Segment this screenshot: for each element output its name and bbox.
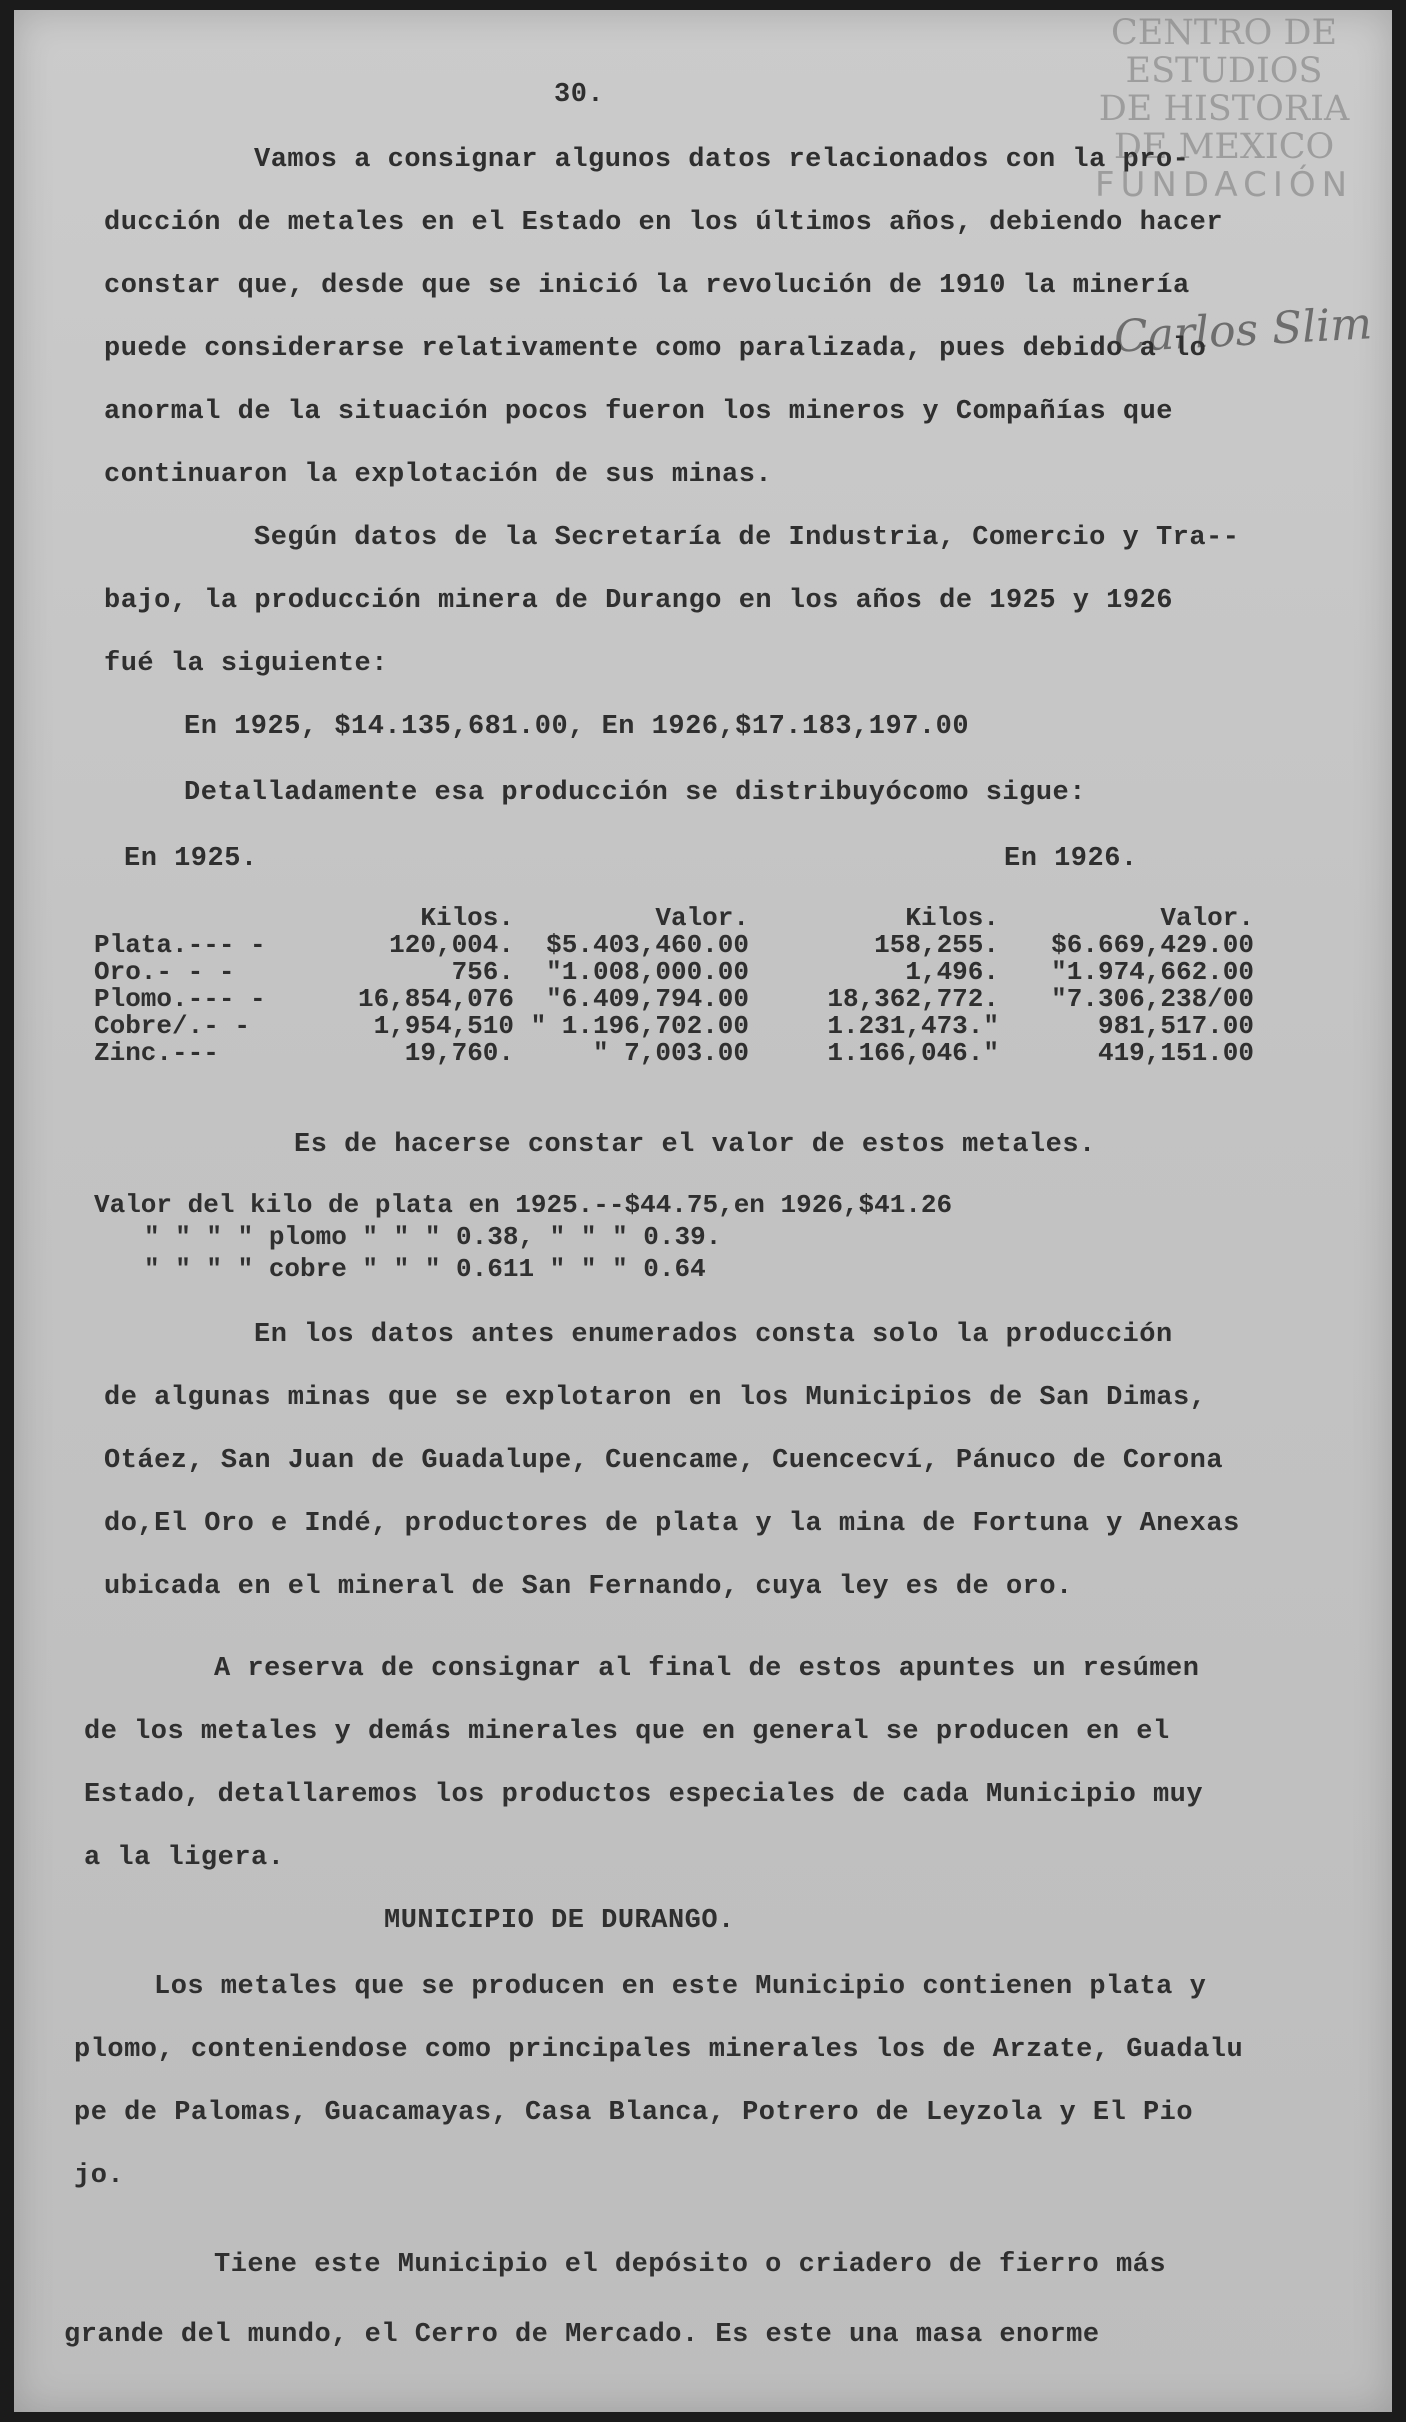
text-line: puede considerarse relativamente como paralizada, pues debido a lo: [104, 334, 1207, 364]
table-cell: " 1.196,702.00: [530, 1011, 749, 1041]
values-intro: Es de hacerse constar el valor de estos metales.: [294, 1130, 1096, 1160]
table-row: [94, 1011, 1254, 1041]
table-header-row: [94, 903, 1254, 933]
table-cell: 16,854,076: [357, 984, 514, 1014]
document-page: [14, 10, 1392, 2412]
table-cell: 981,517.00: [1097, 1011, 1254, 1041]
text-line: constar que, desde que se inició la revolución de 1910 la minería: [104, 271, 1190, 301]
text-line: Vamos a consignar algunos datos relacionados con la pro-: [254, 145, 1190, 175]
section-heading: MUNICIPIO DE DURANGO.: [384, 1906, 735, 1936]
table-cell: 120,004.: [389, 930, 514, 960]
watermark-signature: Carlos Slim: [1112, 298, 1374, 363]
table-cell: Plata.--- -: [94, 930, 266, 960]
unit-value-line: " " " " cobre " " " 0.611 " " " 0.64: [144, 1254, 706, 1284]
table-cell: 158,255.: [874, 930, 999, 960]
text-line: grande del mundo, el Cerro de Mercado. Es este una masa enorme: [64, 2320, 1100, 2350]
table-row: [94, 957, 1254, 987]
watermark-line: DE HISTORIA: [1098, 89, 1350, 129]
table-cell: "1.974,662.00: [1051, 957, 1254, 987]
production-totals: En 1925, $14.135,681.00, En 1926,$17.183,197.00: [184, 712, 970, 742]
table-cell: 419,151.00: [1097, 1038, 1254, 1068]
table-cell: "7.306,238/00: [1051, 984, 1254, 1014]
table-header: Kilos.: [420, 903, 514, 933]
text-line: ducción de metales en el Estado en los últimos años, debiendo hacer: [104, 208, 1224, 238]
text-line: Estado, detallaremos los productos especiales de cada Municipio muy: [84, 1780, 1204, 1810]
text-line: ubicada en el mineral de San Fernando, cuya ley es de oro.: [104, 1572, 1073, 1602]
unit-value-line: Valor del kilo de plata en 1925.--$44.75,en 1926,$41.26: [94, 1190, 953, 1220]
table-cell: 1.231,473.": [827, 1011, 999, 1041]
watermark-line: DE MEXICO: [1113, 127, 1335, 167]
table-header: Kilos.: [905, 903, 999, 933]
page-number: 30.: [554, 80, 605, 110]
text-line: do,El Oro e Indé, productores de plata y la mina de Fortuna y Anexas: [104, 1509, 1240, 1539]
text-line: A reserva de consignar al final de estos apuntes un resúmen: [214, 1654, 1200, 1684]
unit-value-line: " " " " plomo " " " 0.38, " " " 0.39.: [144, 1222, 722, 1252]
table-row: [94, 984, 1254, 1014]
text-line: a la ligera.: [84, 1843, 285, 1873]
archive-watermark: [1074, 14, 1374, 204]
table-cell: Plomo.--- -: [94, 984, 266, 1014]
text-line: anormal de la situación pocos fueron los mineros y Compañías que: [104, 397, 1173, 427]
text-line: Tiene este Municipio el depósito o criadero de fierro más: [214, 2250, 1167, 2280]
text-line: plomo, conteniendose como principales minerales los de Arzate, Guadalu: [74, 2035, 1244, 2065]
table-cell: 19,760.: [404, 1038, 514, 1068]
text-line: de los metales y demás minerales que en general se producen en el: [84, 1717, 1170, 1747]
text-line: fué la siguiente:: [104, 649, 388, 679]
text-line: Otáez, San Juan de Guadalupe, Cuencame, Cuencecví, Pánuco de Corona: [104, 1446, 1224, 1476]
table-cell: "1.008,000.00: [546, 957, 749, 987]
year-label-1925: En 1925.: [124, 844, 258, 874]
table-cell: 1,496.: [905, 957, 999, 987]
table-cell: " 7,003.00: [592, 1038, 749, 1068]
text-line: En los datos antes enumerados consta solo la producción: [254, 1320, 1173, 1350]
text-line: continuaron la explotación de sus minas.: [104, 460, 773, 490]
watermark-line: CENTRO DE: [1110, 13, 1338, 53]
table-cell: Cobre/.- -: [94, 1011, 251, 1041]
table-row: [94, 1038, 1254, 1068]
text-line: jo.: [74, 2161, 125, 2191]
table-cell: $6.669,429.00: [1051, 930, 1254, 960]
table-cell: 756.: [451, 957, 514, 987]
table-cell: 18,362,772.: [827, 984, 999, 1014]
table-cell: "6.409,794.00: [546, 984, 749, 1014]
detail-intro: Detalladamente esa producción se distribuyócomo sigue:: [184, 778, 1086, 808]
table-cell: Zinc.---: [94, 1038, 219, 1068]
table-row: [94, 930, 1254, 960]
watermark-fundacion: FUNDACIÓN: [1094, 165, 1354, 205]
table-header: Valor.: [1160, 903, 1254, 933]
text-line: Los metales que se producen en este Municipio contienen plata y: [154, 1972, 1207, 2002]
production-table: [94, 903, 1254, 1068]
table-cell: 1,954,510: [373, 1011, 514, 1041]
text-line: Según datos de la Secretaría de Industria, Comercio y Tra--: [254, 523, 1240, 553]
table-header: Valor.: [655, 903, 749, 933]
table-cell: 1.166,046.": [827, 1038, 999, 1068]
text-line: de algunas minas que se explotaron en los Municipios de San Dimas,: [104, 1383, 1207, 1413]
watermark-line: ESTUDIOS: [1125, 51, 1323, 91]
text-line: bajo, la producción minera de Durango en los años de 1925 y 1926: [104, 586, 1173, 616]
table-cell: $5.403,460.00: [546, 930, 749, 960]
text-line: pe de Palomas, Guacamayas, Casa Blanca, Potrero de Leyzola y El Pio: [74, 2098, 1194, 2128]
table-cell: Oro.- - -: [94, 957, 235, 987]
year-label-1926: En 1926.: [1004, 844, 1138, 874]
